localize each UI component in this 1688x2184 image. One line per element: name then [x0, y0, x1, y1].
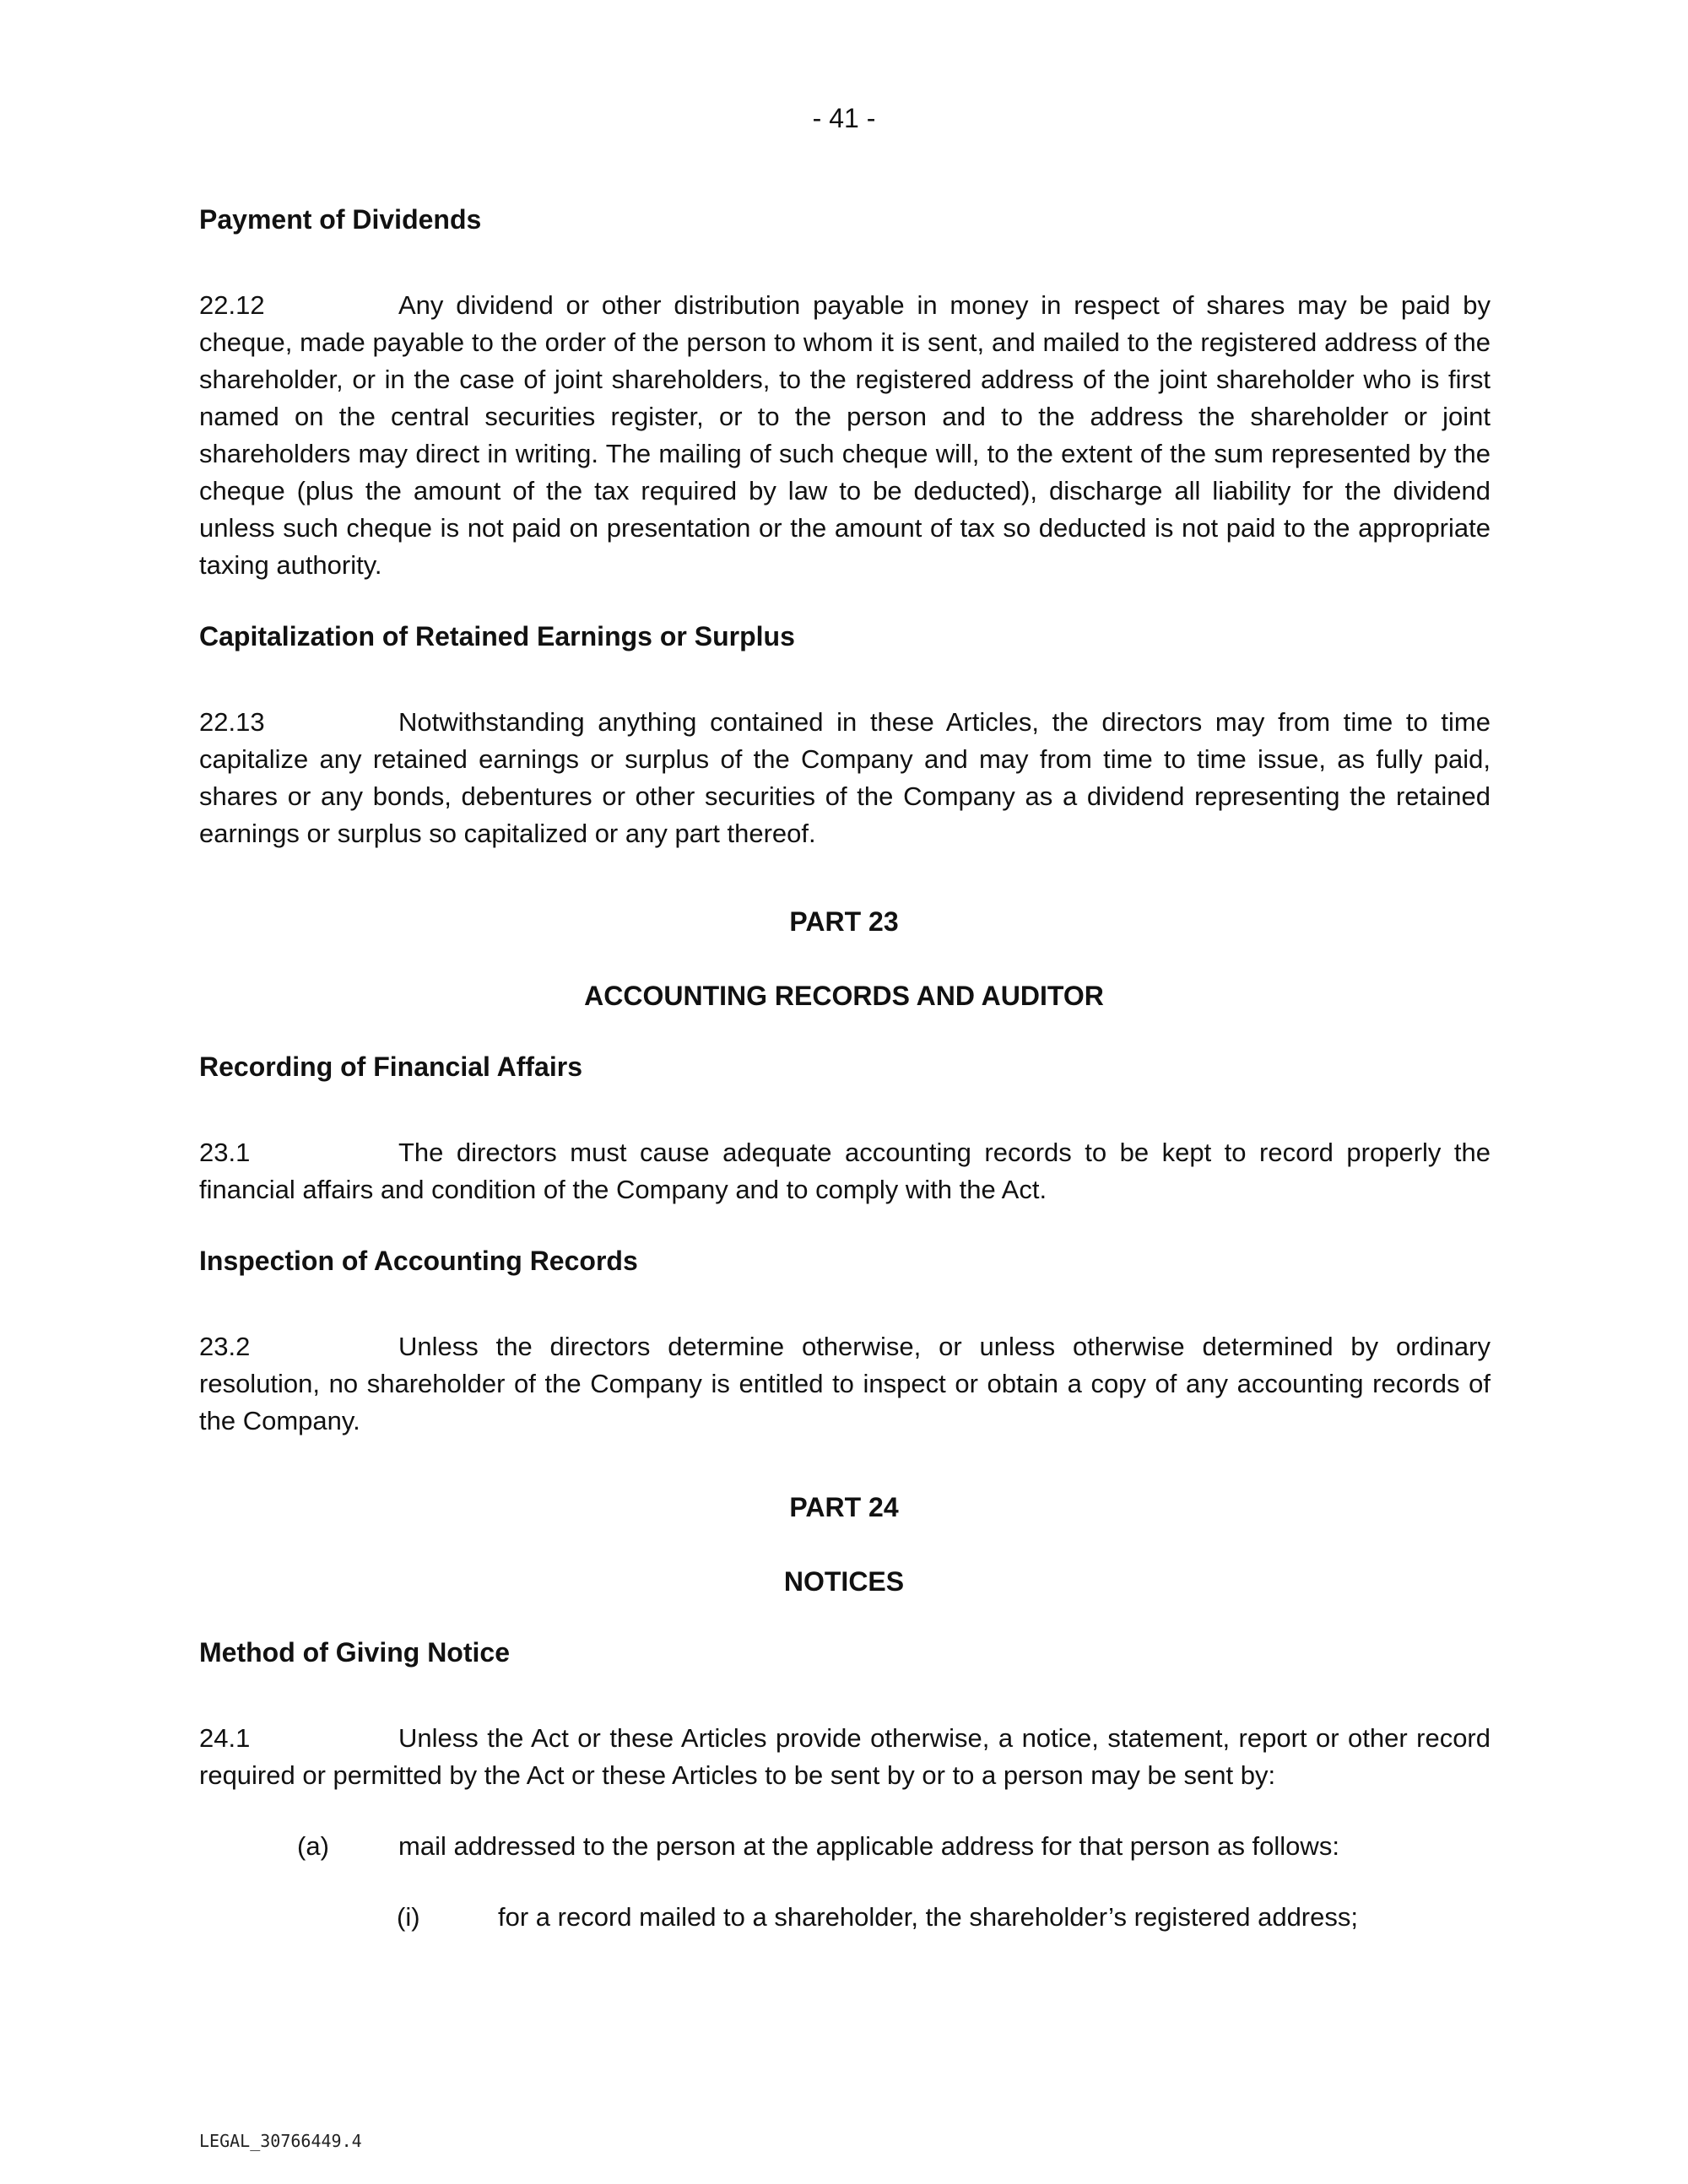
part-24-title: PART 24 — [789, 1492, 899, 1522]
paragraph-22-12 — [199, 287, 1491, 584]
list-marker: (a) — [297, 1831, 329, 1861]
paragraph-number: 23.1 — [199, 1138, 251, 1167]
heading-method-of-giving-notice: Method of Giving Notice — [199, 1637, 510, 1668]
part-23-title: PART 23 — [789, 906, 899, 937]
paragraph-text: The directors must cause adequate accounting records to be kept to record properly the financial affairs and condition of the Company and to comply with the Act. — [199, 1138, 1491, 1204]
list-item-a — [297, 1828, 1339, 1865]
list-item-text: mail addressed to the person at the applicable address for that person as follows: — [398, 1831, 1339, 1861]
document-reference: LEGAL_30766449.4 — [199, 2131, 362, 2151]
heading-recording-financial-affairs: Recording of Financial Affairs — [199, 1051, 582, 1082]
part-23-subtitle: ACCOUNTING RECORDS AND AUDITOR — [584, 981, 1104, 1011]
paragraph-24-1 — [199, 1720, 1491, 1794]
paragraph-number: 22.13 — [199, 707, 265, 737]
paragraph-text: Notwithstanding anything contained in these Articles, the directors may from time to time capitalize any retained earnings or surplus of the Company and may from time to time issue, as fully paid, shares or any bonds, debentures or other securities of the Company as a dividend representing the retained earnings or surplus so capitalized or any part thereof. — [199, 707, 1491, 848]
paragraph-number: 23.2 — [199, 1332, 251, 1361]
list-marker: (i) — [397, 1902, 420, 1932]
part-24-subtitle: NOTICES — [783, 1566, 905, 1597]
heading-capitalization: Capitalization of Retained Earnings or Surplus — [199, 621, 795, 651]
heading-inspection-accounting-records: Inspection of Accounting Records — [199, 1246, 638, 1276]
paragraph-number: 24.1 — [199, 1723, 251, 1753]
list-item-i — [397, 1899, 1358, 1936]
paragraph-number: 22.12 — [199, 290, 265, 320]
list-item-text: for a record mailed to a shareholder, the shareholder’s registered address; — [498, 1902, 1358, 1932]
page-number: - 41 - — [812, 103, 876, 133]
paragraph-23-2 — [199, 1328, 1491, 1440]
paragraph-23-1 — [199, 1134, 1491, 1208]
heading-payment-of-dividends: Payment of Dividends — [199, 204, 482, 235]
paragraph-text: Any dividend or other distribution payable in money in respect of shares may be paid by cheque, made payable to the order of the person to whom it is sent, and mailed to the registered address of the shareholder, or in the case of joint shareholders, to the registered address of the joint shareholder who is first named on the central securities register, or to the person and to the address the shareholder or joint shareholders may direct in writing. The mailing of such cheque will, to the extent of the sum represented by the cheque (plus the amount of the tax required by law to be deducted), discharge all liability for the dividend unless such cheque is not paid on presentation or the amount of tax so deducted is not paid to the appropriate taxing authority. — [199, 290, 1491, 580]
paragraph-text: Unless the Act or these Articles provide otherwise, a notice, statement, report or other record required or permitted by the Act or these Articles to be sent by or to a person may be sent by: — [199, 1723, 1491, 1790]
paragraph-22-13 — [199, 704, 1491, 852]
paragraph-text: Unless the directors determine otherwise, or unless otherwise determined by ordinary resolution, no shareholder of the Company is entitled to inspect or obtain a copy of any accounting records of the Company. — [199, 1332, 1491, 1435]
